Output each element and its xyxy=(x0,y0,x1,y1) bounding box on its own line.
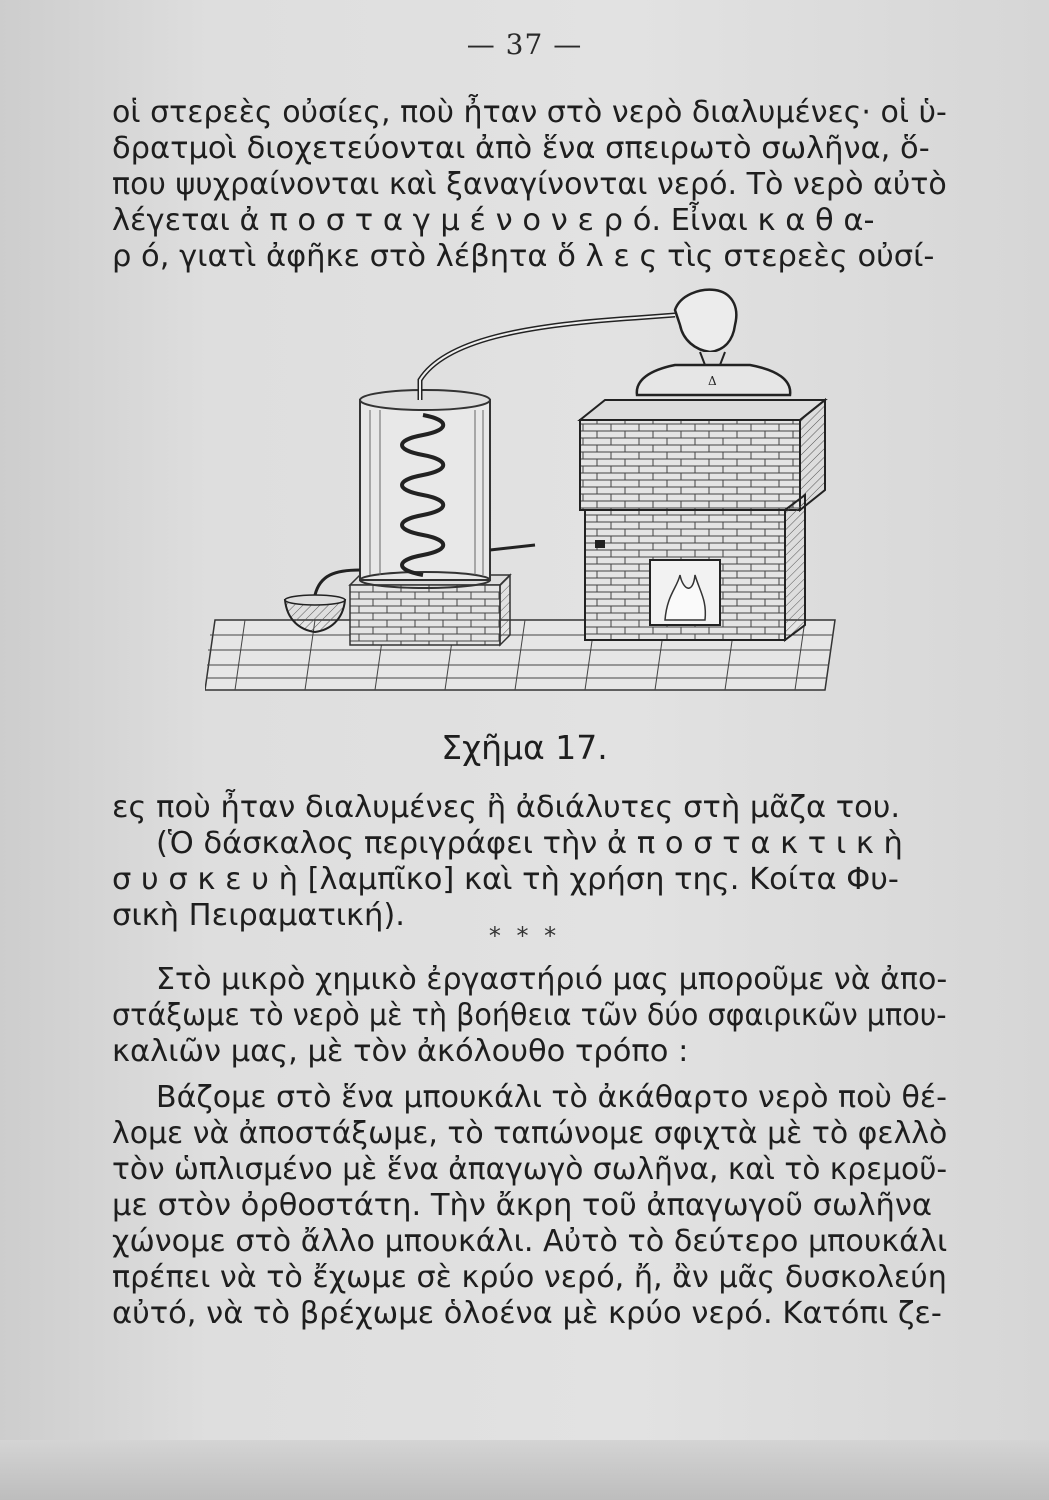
paragraph-middle xyxy=(112,790,947,934)
text-line: Στὸ μικρὸ χημικὸ ἐργαστήριό μας μποροῦμε νὰ ἀπο- xyxy=(156,962,948,997)
text-line: (Ὁ δάσκαλος περιγράφει τὴν ἀ π ο σ τ α κ τ ι κ ὴ xyxy=(156,826,903,861)
still-head xyxy=(637,290,790,395)
text-line: Βάζομε στὸ ἕνα μπουκάλι τὸ ἀκάθαρτο νερὸ ποὺ θέ- xyxy=(156,1080,947,1115)
text-line: πρέπει νὰ τὸ ἔχωμε σὲ κρύο νερό, ἤ, ἂν μᾶς δυσκολεύη xyxy=(112,1260,947,1295)
text-line: με στὸν ὀρθοστάτη. Τὴν ἄκρη τοῦ ἀπαγωγοῦ σωλῆνα xyxy=(112,1188,933,1223)
paragraph-top xyxy=(112,95,947,275)
text-line: λέγεται ἀ π ο σ τ α γ μ έ ν ο ν ε ρ ό. Εἶναι κ α θ α- xyxy=(112,203,875,238)
text-line: τὸν ὡπλισμένο μὲ ἕνα ἀπαγωγὸ σωλῆνα, καὶ τὸ κρεμοῦ- xyxy=(112,1152,948,1187)
page-bottom-edge xyxy=(0,1440,1049,1500)
svg-text:Δ: Δ xyxy=(708,374,717,388)
text-line: σικὴ Πειραματική). xyxy=(112,898,405,933)
text-line: δρατμοὶ διοχετεύονται ἀπὸ ἕνα σπειρωτὸ σωλῆνα, ὅ- xyxy=(112,131,930,166)
section-separator: * * * xyxy=(488,922,561,950)
distillation-apparatus-illustration xyxy=(205,270,845,710)
text-line: σ υ σ κ ε υ ὴ [λαμπῖκο] καὶ τὴ χρήση της. Κοίτα Φυ- xyxy=(112,862,899,897)
page-number: — 37 — xyxy=(466,28,583,61)
text-line: ες ποὺ ἦταν διαλυμένες ἢ ἀδιάλυτες στὴ μᾶζα του. xyxy=(112,790,901,825)
text-line: λομε νὰ ἀποστάξωμε, τὸ ταπώνομε σφιχτὰ μὲ τὸ φελλὸ xyxy=(112,1116,948,1151)
text-line: οἱ στερεὲς οὐσίες, ποὺ ἦταν στὸ νερὸ διαλυμένες· οἱ ὑ- xyxy=(112,95,947,130)
paragraph-lab xyxy=(112,962,947,1070)
paragraph-method xyxy=(112,1080,947,1332)
text-line: χώνομε στὸ ἄλλο μπουκάλι. Αὐτὸ τὸ δεύτερο μπουκάλι xyxy=(112,1224,948,1259)
text-line: ρ ό, γιατὶ ἀφῆκε στὸ λέβητα ὅ λ ε ς τὶς στερεὲς οὐσί- xyxy=(112,239,935,274)
text-line: στάξωμε τὸ νερὸ μὲ τὴ βοήθεια τῶν δύο σφαιρικῶν μπου- xyxy=(112,998,947,1033)
text-line: καλιῶν μας, μὲ τὸν ἀκόλουθο τρόπο : xyxy=(112,1034,689,1069)
condenser-cylinder xyxy=(360,390,535,588)
text-line: που ψυχραίνονται καὶ ξαναγίνονται νερό. Τὸ νερὸ αὐτὸ xyxy=(112,167,947,202)
figure-caption: Σχῆμα 17. xyxy=(441,728,608,767)
furnace xyxy=(580,400,825,640)
text-line: αὐτό, νὰ τὸ βρέχωμε ὁλοένα μὲ κρύο νερό. Κατόπι ζε- xyxy=(112,1296,942,1331)
